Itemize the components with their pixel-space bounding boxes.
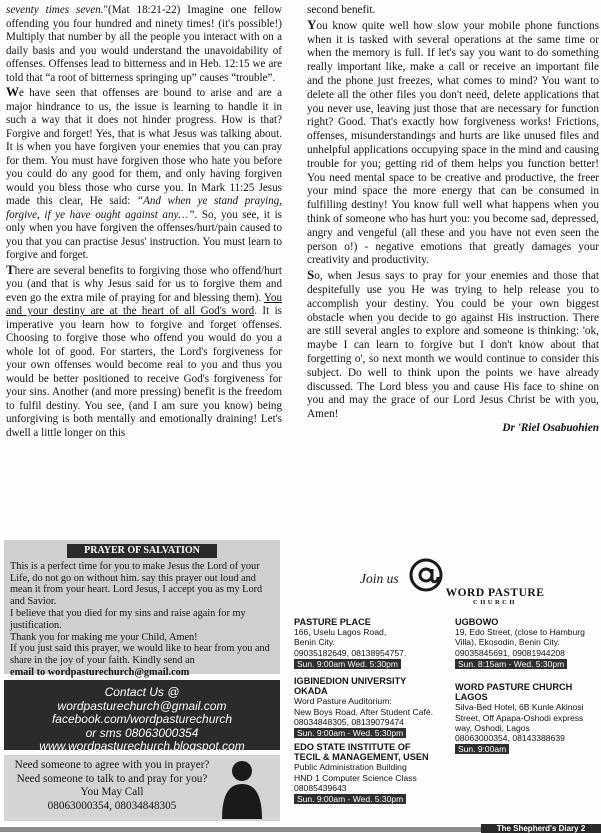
contact-email-link[interactable]: wordpasturechurch@gmail.com	[57, 698, 227, 713]
author-signature: Dr 'Riel Osabuohien	[502, 421, 599, 434]
contact-heading: Contact Us @	[104, 685, 180, 699]
paragraph-phone-analogy: You know quite well how slow your mobile phone functions when it is tasked with several operations at the same time or when the memory is full. If let's say you want to do something really important like, make a call or receive an important file and the phone just freezes, what comes to mind? You want to delete all the other files you don't need, delete applications that you never use, leaving just those that are necessary for function right? Good. That's exactly how forgiveness works! Frictions, offenses, misunderstandings and hurts are like unused files and unhelpful applications occupying space in the mind and causing trouble for you; getting rid of them helps you function better! You need mental space to be creative and productive, the freer your mind space the more energy that can be consumed in fulfilling destiny! You know full well what happens when you think of someone who has hurt you: you become sad, depressed, angry and vengeful (all these and you have not even seen the person o!) - negative emotions that greatly damages your creativity and productivity.	[307, 16, 599, 267]
contact-box	[4, 680, 280, 754]
prayer-of-salvation-box	[4, 540, 280, 678]
right-article-column	[307, 4, 599, 436]
at-sign-icon	[408, 557, 444, 593]
counsel-box	[4, 755, 280, 821]
prayer-title: PRAYER OF SALVATION	[67, 544, 217, 558]
paragraph-continued: second benefit.	[307, 4, 376, 16]
prayer-text: I believe that you died for my sins and raise again for my justification.	[10, 607, 246, 631]
page-footer	[0, 824, 601, 833]
prayer-text: If you just said this prayer, we would like to hear from you and share in the joy of your faith. Kindly send an	[10, 643, 270, 667]
drop-cap: S	[307, 267, 315, 283]
footer-label: The Shepherd's Diary 2	[481, 824, 601, 833]
counsel-text: Need someone to agree with you in prayer? Need someone to talk to and pray for you? You May Call 08063000354, 08034848305	[12, 759, 212, 813]
prayer-text: Thank you for making me your Child, Amen!	[10, 631, 198, 643]
drop-cap: Y	[307, 16, 317, 32]
underlined-statement: You and your destiny are at the heart of all God's word	[6, 291, 282, 317]
counsel-phone-numbers: 08063000354, 08034848305	[47, 799, 177, 812]
prayer-text: This is a perfect time for you to make Jesus the Lord of your Life, do not go on without him. say this prayer out loud and mean it from your heart. Lord Jesus, I accept you as my Lord and Savior.	[10, 560, 263, 608]
church-logo: WORD PASTURE CHURCH	[445, 587, 545, 606]
footer-divider	[0, 827, 485, 832]
join-us-text: Join us	[360, 571, 399, 586]
person-silhouette-icon	[218, 757, 266, 819]
paragraph-3: There are several benefits to forgiving those who offend/hurt you (and that is why Jesus said for us to forgive them and even go the extra mile of praying for and blessing them). You and your destiny are at the heart of all God's word. It is imperative you learn how to forgive and forget offenses. Choosing to forgive those who offend you would do you a whole lot of good. For starters, the Lord's forgiveness for your own offenses would become real to you and thus you would be better positioned to receive God's forgiveness for your sins. Another (and more pressing) benefit is the freedom to fulfil destiny. You see, (and I am sure you know) being unforgiving is both mentally and emotionally draining! Let's dwell a little longer on this	[6, 261, 282, 439]
service-times: Sun. 9:00am - Wed. 5:30pm	[294, 794, 406, 804]
branch-okada: IGBINEDION UNIVERSITY OKADA Word Pasture Auditorium: New Boys Road, After Student Café. 08034848305, 08139079474 Sun. 9:00am - Wed. 5:30pm	[294, 676, 434, 739]
branch-edo-state-institute: EDO STATE INSTITUTE OF TECIL & MANAGEMENT, USEN Public Administration Building HND 1 Computer Science Class 08085439643 Sun. 9:00am - Wed. 5:30pm	[294, 742, 429, 805]
drop-cap: W	[6, 84, 19, 99]
branch-lagos: WORD PASTURE CHURCH LAGOS Silva-Bed Hotel, 6B Kunle Akinosi Street, Off Apapa-Oshodi express way, Oshodi, Lagos 08063000354, 08143388639 Sun. 9:00am	[455, 682, 584, 755]
left-article-column	[6, 4, 282, 440]
paragraph-conclusion: So, when Jesus says to pray for your enemies and those that despitefully use you He was trying to help release you to accomplish your destiny. You could be your own biggest obstacle when you decide to go against His instruction. There are still several angles to explore and someone is thinking: 'ok, maybe I can learn to forgive but I don't know about that forgetting o', so next month we would continue to consider this subject. Do well to think upon the points we have already discussed. The Lord bless you and cause His face to shine on you and may the grace of our Lord Jesus Christ be with you, Amen!	[307, 267, 599, 421]
contact-facebook-link[interactable]: facebook.com/wordpasturechurch	[51, 712, 233, 727]
paragraph-1: seventy times seven."(Mat 18:21-22) Imagine one fellow offending you four hundred and ninety times! (it's possible!) Multiply that number by all the people you interact with on a daily basis and you would understand the unavoidability of offenses. Offenses lead to bitterness and in Heb. 12:15 we are told that “a root of bitterness springing up” causes “trouble”.	[6, 4, 282, 84]
branch-ugbowo: UGBOWO 19, Edo Street, (close to Hamburg Villa), Ekosodin, Benin City. 09035845691, 09081944208 Sun. 8:15am - Wed. 5:30pm	[455, 617, 585, 669]
service-times: Sun. 9:00am Wed. 5:30pm	[294, 659, 401, 669]
service-times: Sun. 9:00am	[455, 744, 509, 754]
service-times: Sun. 9:00am - Wed. 5:30pm	[294, 728, 406, 738]
drop-cap: T	[6, 261, 15, 277]
contact-blog-link[interactable]: www.wordpasturechurch.blogspot.com	[39, 739, 245, 754]
paragraph-2: We have seen that offenses are bound to arise and are a major hindrance to us, the issue is learning to handle it in such a way that it does not hinder progress. How is that? Forgive and forget! Yes, that is what Jesus was talking about. It is when you have forgiven your enemies that you can pray for them. You must have forgiven those who hate you before you could do any good for them, and only having forgiven would you bless those who curse you. In Mark 11:25 Jesus made this clear, He said: “And when ye stand praying, forgive, if ye have ought against any…”. So, you see, it is only when you have forgiven the offenses/hurt/pain caused to you that you can practise Jesus' instruction. You must learn to forgive and forget.	[6, 84, 282, 261]
service-times: Sun. 8:15am - Wed. 5:30pm	[455, 659, 567, 669]
contact-sms: or sms 08063000354	[85, 725, 199, 740]
prayer-email[interactable]: email to wordpasturechurch@gmail.com	[10, 666, 190, 678]
join-us-banner	[360, 555, 590, 610]
branch-pasture-place: PASTURE PLACE 166, Uselu Lagos Road, Benin City. 09035182649, 08138954757. Sun. 9:00am Wed. 5:30pm	[294, 617, 407, 669]
scripture-quote: “And when ye stand praying, forgive, if ye have ought against any…”	[6, 195, 282, 221]
